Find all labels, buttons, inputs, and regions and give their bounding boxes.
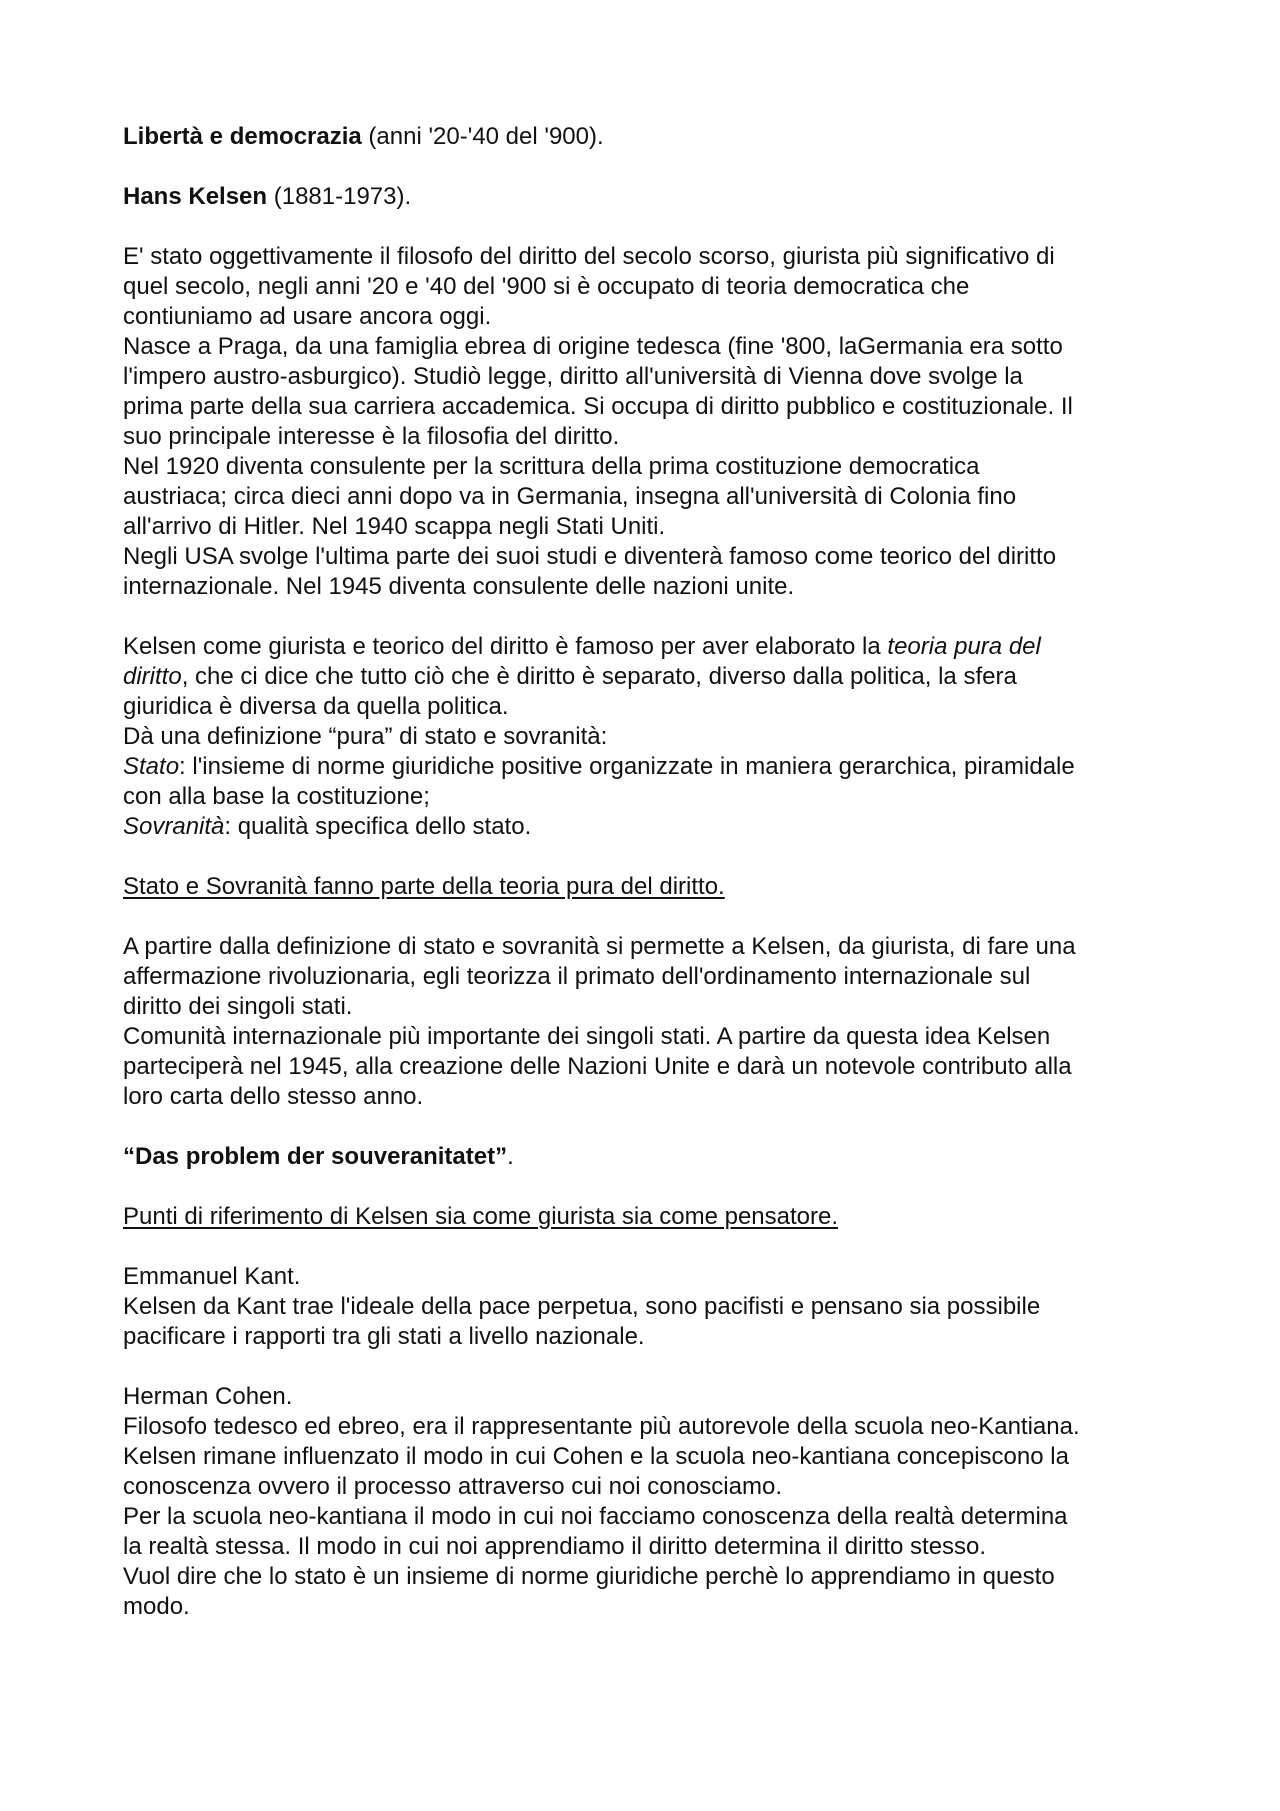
text-line: Vuol dire che lo stato è un insieme di norme giuridiche perchè lo apprendiamo in questo: [123, 1563, 1055, 1590]
book-title-bold: “Das problem der souveranitatet”: [123, 1143, 508, 1170]
text-line: Emmanuel Kant.: [123, 1263, 301, 1290]
text-line: Negli USA svolge l'ultima parte dei suoi studi e diventerà famoso come teorico del diritto: [123, 543, 1057, 570]
pure-theory-paragraph: [123, 632, 1183, 842]
text-line: modo.: [123, 1593, 190, 1620]
text-line: Filosofo tedesco ed ebreo, era il rappresentante più autorevole della scuola neo-Kantiana.: [123, 1413, 1080, 1440]
text-line: Kelsen da Kant trae l'ideale della pace perpetua, sono pacifisti e pensano sia possibile: [123, 1293, 1041, 1320]
italic-run: diritto: [123, 663, 182, 690]
text-run: , che ci dice che tutto ciò che è diritto è separato, diverso dalla politica, la sfera: [181, 663, 1017, 690]
definition-text: : qualità specifica dello stato.: [224, 813, 532, 840]
bio-paragraph: [123, 242, 1183, 602]
cohen-paragraph: [123, 1382, 1183, 1622]
text-line: all'arrivo di Hitler. Nel 1940 scappa negli Stati Uniti.: [123, 513, 666, 540]
spacer: [123, 212, 1183, 242]
definition-stato: [123, 752, 1183, 782]
text-line: pacificare i rapporti tra gli stati a livello nazionale.: [123, 1323, 645, 1350]
text-line: Comunità internazionale più importante dei singoli stati. A partire da questa idea Kelsen: [123, 1023, 1051, 1050]
italic-run: teoria pura del: [887, 633, 1041, 660]
book-title: [123, 1142, 1183, 1172]
text-line: A partire dalla definizione di stato e sovranità si permette a Kelsen, da giurista, di fare una: [123, 933, 1076, 960]
spacer: [123, 842, 1183, 872]
text-line: l'impero austro-asburgico). Studiò legge, diritto all'università di Vienna dove svolge la: [123, 363, 1023, 390]
text-line: affermazione rivoluzionaria, egli teorizza il primato dell'ordinamento internazionale sul: [123, 963, 1031, 990]
spacer: [123, 1232, 1183, 1262]
definition-text: : l'insieme di norme giuridiche positive organizzate in maniera gerarchica, piramidale: [179, 753, 1075, 780]
text-line: giuridica è diversa da quella politica.: [123, 693, 509, 720]
author-dates: (1881-1973).: [267, 183, 412, 210]
text-line: Nasce a Praga, da una famiglia ebrea di origine tedesca (fine '800, laGermania era sotto: [123, 333, 1063, 360]
term-stato: Stato: [123, 753, 180, 780]
title-bold: Libertà e democrazia: [123, 123, 362, 150]
primato-paragraph: [123, 932, 1183, 1112]
spacer: [123, 1352, 1183, 1382]
underline-text: Stato e Sovranità fanno parte della teoria pura del diritto.: [123, 873, 725, 900]
spacer: [123, 1112, 1183, 1142]
text-line: internazionale. Nel 1945 diventa consulente delle nazioni unite.: [123, 573, 795, 600]
text-line: Nel 1920 diventa consulente per la scrittura della prima costituzione democratica: [123, 453, 980, 480]
text-line: quel secolo, negli anni '20 e '40 del '900 si è occupato di teoria democratica che: [123, 273, 970, 300]
text-line: con alla base la costituzione;: [123, 783, 430, 810]
text-line: parteciperà nel 1945, alla creazione delle Nazioni Unite e darà un notevole contributo alla: [123, 1053, 1072, 1080]
text-line: Herman Cohen.: [123, 1383, 293, 1410]
spacer: [123, 902, 1183, 932]
spacer: [123, 602, 1183, 632]
text-run: Kelsen come giurista e teorico del diritto è famoso per aver elaborato la: [123, 633, 888, 660]
text-line: contiuniamo ad usare ancora oggi.: [123, 303, 492, 330]
term-sovranita: Sovranità: [123, 813, 225, 840]
text-line: austriaca; circa dieci anni dopo va in Germania, insegna all'università di Colonia fino: [123, 483, 1017, 510]
underline-text: Punti di riferimento di Kelsen sia come giurista sia come pensatore.: [123, 1203, 839, 1230]
definition-sovranita: [123, 812, 1183, 842]
author-heading: [123, 182, 1183, 212]
spacer: [123, 1172, 1183, 1202]
text-line: diritto dei singoli stati.: [123, 993, 353, 1020]
text-line: E' stato oggettivamente il filosofo del diritto del secolo scorso, giurista più significativo di: [123, 243, 1055, 270]
underlined-statement: [123, 872, 1183, 902]
text-line: conoscenza ovvero il processo attraverso cui noi conosciamo.: [123, 1473, 782, 1500]
text-line: loro carta dello stesso anno.: [123, 1083, 424, 1110]
underlined-heading: [123, 1202, 1183, 1232]
text-line: Per la scuola neo-kantiana il modo in cui noi facciamo conoscenza della realtà determina: [123, 1503, 1068, 1530]
text-line: [123, 662, 1183, 692]
text-line: la realtà stessa. Il modo in cui noi apprendiamo il diritto determina il diritto stesso.: [123, 1533, 987, 1560]
document-page: [123, 122, 1183, 1622]
text-line: [123, 632, 1183, 662]
text-line: Dà una definizione “pura” di stato e sovranità:: [123, 723, 608, 750]
text-line: suo principale interesse è la filosofia del diritto.: [123, 423, 620, 450]
text-line: prima parte della sua carriera accademica. Si occupa di diritto pubblico e costituzionale. Il: [123, 393, 1073, 420]
kant-paragraph: [123, 1262, 1183, 1352]
author-name: Hans Kelsen: [123, 183, 268, 210]
book-title-rest: .: [507, 1143, 514, 1170]
document-title: [123, 122, 1183, 152]
text-line: Kelsen rimane influenzato il modo in cui Cohen e la scuola neo-kantiana concepiscono la: [123, 1443, 1069, 1470]
spacer: [123, 152, 1183, 182]
title-rest: (anni '20-'40 del '900).: [361, 123, 604, 150]
